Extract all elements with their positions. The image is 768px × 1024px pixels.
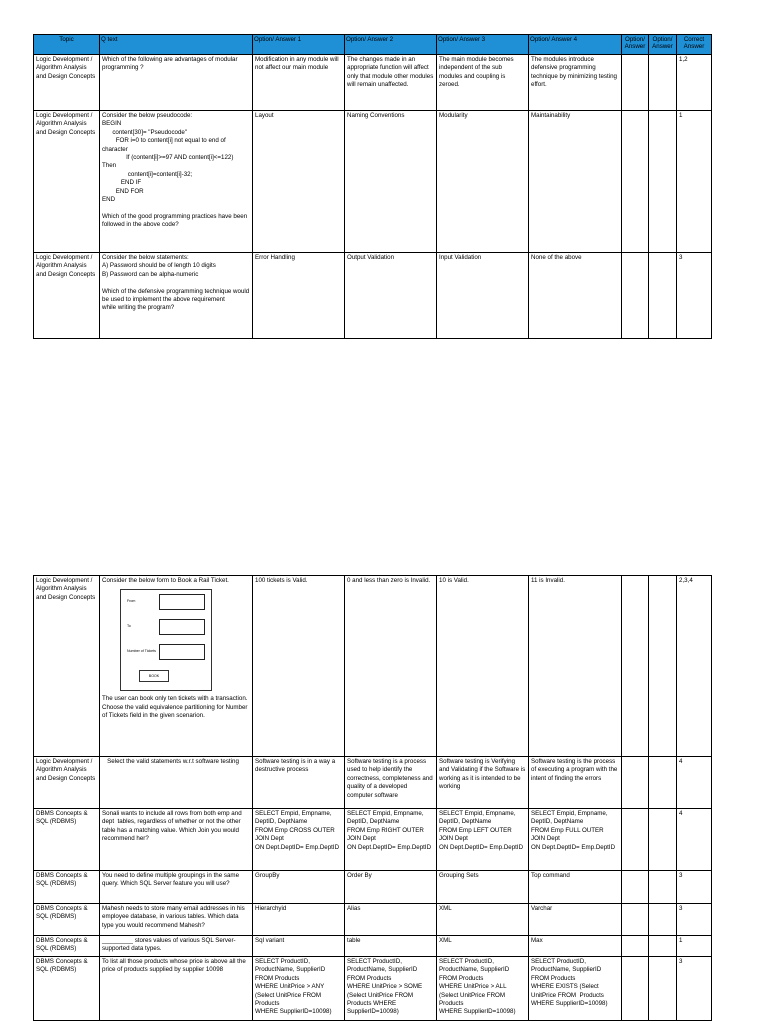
option-1-cell: GroupBy [253,871,345,904]
question-cell: You need to define multiple groupings in the same query. Which SQL Server feature you will use? [100,871,253,904]
option-5-cell [622,871,649,904]
option-6-cell [649,957,677,1021]
table-row [34,957,712,1021]
form-tickets-field [159,644,205,660]
topic-cell: Logic Development / Algorithm Analysis and Design Concepts [34,757,100,809]
option-4-cell: The modules introduce defensive programming technique by minimizing testing effort. [529,55,622,111]
option-3-cell: Grouping Sets [437,871,529,904]
option-3-cell: SELECT ProductID, ProductName, SupplierID FROM Products WHERE UnitPrice > ALL (Select UnitPrice FROM Products WHERE SupplierID=10098) [437,957,529,1021]
option-4-cell: Top command [529,871,622,904]
form-to-field [159,619,205,635]
header-correct-answer: Correct Answer [677,35,712,55]
table-row [34,55,712,111]
question-table-bottom [33,575,712,1021]
question-cell: Which of the following are advantages of modular programming ? [100,55,253,111]
option-4-cell: SELECT Empid, Empname, DeptID, DeptName FROM Emp FULL OUTER JOIN Dept ON Dept.DeptID= Emp.DeptID [529,809,622,871]
option-4-cell: 11 is Invalid. [529,576,622,757]
question-cell: To list all those products whose price is above all the price of products supplied by supplier 10098 [100,957,253,1021]
option-1-cell: Sql variant [253,936,345,957]
option-5-cell [622,55,649,111]
topic-cell: Logic Development / Algorithm Analysis and Design Concepts [34,576,100,757]
option-2-cell: Software testing is a process used to help identify the correctness, completeness and quality of a developed computer software [345,757,437,809]
question-intro: Consider the below form to Book a Rail Ticket. [102,577,229,584]
option-3-cell: Software testing is Verifying and Validating if the Software is working as it is intended to be working [437,757,529,809]
topic-cell: Logic Development / Algorithm Analysis and Design Concepts [34,111,100,253]
option-4-cell: SELECT ProductID, ProductName, SupplierID FROM Products WHERE EXISTS (Select UnitPrice FROM Products WHERE SupplierID=10098) [529,957,622,1021]
header-row [34,35,712,55]
question-table-top [33,34,712,339]
option-3-cell: Input Validation [437,253,529,339]
option-1-cell: SELECT ProductID, ProductName, SupplierID FROM Products WHERE UnitPrice > ANY (Select UnitPrice FROM Products WHERE SupplierID=10098) [253,957,345,1021]
topic-cell: DBMS Concepts & SQL (RDBMS) [34,809,100,871]
option-6-cell [649,55,677,111]
correct-answer-cell: 3 [677,871,712,904]
header-option-4: Option/ Answer 4 [529,35,622,55]
option-4-cell: Varchar [529,904,622,936]
option-5-cell [622,809,649,871]
option-4-cell: Software testing is the process of executing a program with the intent of finding the errors [529,757,622,809]
option-3-cell: XML [437,936,529,957]
option-5-cell [622,936,649,957]
form-tickets-label: Number of Tickets [127,649,156,654]
table-row [34,871,712,904]
option-5-cell [622,111,649,253]
form-from-field [159,594,205,610]
correct-answer-cell: 3 [677,904,712,936]
question-cell: _________ stores values of various SQL Server-supported data types. [100,936,253,957]
option-3-cell: SELECT Empid, Empname, DeptID, DeptName FROM Emp LEFT OUTER JOIN Dept ON Dept.DeptID= Emp.DeptID [437,809,529,871]
form-book-button: BOOK [139,670,169,682]
header-option-6: Option/ Answer [649,35,677,55]
option-1-cell: 100 tickets is Valid. [253,576,345,757]
option-2-cell: 0 and less than zero is Invalid. [345,576,437,757]
header-q-text: Q text [100,35,253,55]
option-6-cell [649,576,677,757]
option-4-cell: None of the above [529,253,622,339]
option-1-cell: Layout [253,111,345,253]
table-row [34,936,712,957]
correct-answer-cell: 1,2 [677,55,712,111]
correct-answer-cell: 1 [677,936,712,957]
option-1-cell: SELECT Empid, Empname, DeptID, DeptName FROM Emp CROSS OUTER JOIN Dept ON Dept.DeptID= Emp.DeptID [253,809,345,871]
option-1-cell: Error Handling [253,253,345,339]
option-6-cell [649,936,677,957]
correct-answer-cell: 1 [677,111,712,253]
form-to-label: To [127,624,131,629]
option-1-cell: Modification in any module will not affect our main module [253,55,345,111]
option-3-cell: 10 is Valid. [437,576,529,757]
header-option-5: Option/ Answer [622,35,649,55]
table-row [34,757,712,809]
option-2-cell: SELECT ProductID, ProductName, SupplierID FROM Products WHERE UnitPrice > SOME (Select UnitPrice FROM Products WHERE SupplierID=10098) [345,957,437,1021]
option-5-cell [622,904,649,936]
table-row [34,111,712,253]
question-cell: Select the valid statements w.r.t software testing [100,757,253,809]
table-row [34,576,712,757]
option-2-cell: The changes made in an appropriate function will affect only that module other modules will remain unaffected. [345,55,437,111]
option-2-cell: SELECT Empid, Empname, DeptID, DeptName FROM Emp RIGHT OUTER JOIN Dept ON Dept.DeptID= Emp.DeptID [345,809,437,871]
option-3-cell: The main module becomes independent of the sub modules and coupling is zeroed. [437,55,529,111]
option-6-cell [649,757,677,809]
option-3-cell: XML [437,904,529,936]
header-option-2: Option/ Answer 2 [345,35,437,55]
option-6-cell [649,809,677,871]
question-body: The user can book only ten tickets with a transaction. Choose the valid equivalence partitioning for Number of Tickets field in the given scenarion. [102,695,248,720]
topic-cell: DBMS Concepts & SQL (RDBMS) [34,936,100,957]
option-2-cell: Output Validation [345,253,437,339]
header-topic: Topic [34,35,100,55]
topic-cell: DBMS Concepts & SQL (RDBMS) [34,871,100,904]
table-row [34,253,712,339]
header-option-1: Option/ Answer 1 [253,35,345,55]
question-cell: Consider the below statements: A) Password should be of length 10 digits B) Password can be alpha-numeric Which of the defensive programming technique would be used to implement the above requirement while writing the program? [100,253,253,339]
header-option-3: Option/ Answer 3 [437,35,529,55]
topic-cell: DBMS Concepts & SQL (RDBMS) [34,904,100,936]
option-1-cell: Hierarchyid [253,904,345,936]
option-5-cell [622,253,649,339]
option-2-cell: Naming Conventions [345,111,437,253]
correct-answer-cell: 4 [677,809,712,871]
correct-answer-cell: 3 [677,253,712,339]
question-cell: Sonali wants to include all rows from both emp and dept tables, regardless of whether or not the other table has a matching value. Which Join you would recommend her? [100,809,253,871]
option-1-cell: Software testing is in a way a destructive process [253,757,345,809]
option-6-cell [649,111,677,253]
correct-answer-cell: 3 [677,957,712,1021]
option-5-cell [622,576,649,757]
option-2-cell: Alias [345,904,437,936]
topic-cell: DBMS Concepts & SQL (RDBMS) [34,957,100,1021]
question-cell: Mahesh needs to store many email addresses in his employee database, in various tables. Which data type you would recommend Mahesh? [100,904,253,936]
topic-cell: Logic Development / Algorithm Analysis and Design Concepts [34,253,100,339]
option-6-cell [649,871,677,904]
option-4-cell: Maintainability [529,111,622,253]
option-6-cell [649,253,677,339]
option-5-cell [622,957,649,1021]
correct-answer-cell: 2,3,4 [677,576,712,757]
option-2-cell: Order By [345,871,437,904]
topic-cell: Logic Development / Algorithm Analysis and Design Concepts [34,55,100,111]
correct-answer-cell: 4 [677,757,712,809]
rail-ticket-form-figure [120,589,212,691]
option-5-cell [622,757,649,809]
table-row [34,809,712,871]
form-from-label: From [127,599,136,604]
option-3-cell: Modularity [437,111,529,253]
option-6-cell [649,904,677,936]
option-4-cell: Max [529,936,622,957]
option-2-cell: table [345,936,437,957]
question-cell: Consider the below pseudocode: BEGIN content[30]= "Pseudocode" FOR i=0 to content[i] not equal to end of character If (content[i]>=97 AND content[i]<=122) Then content[i]=content[i]-32; END IF END FOR END Which of the good programming practices have been followed in the above code? [100,111,253,253]
table-row [34,904,712,936]
question-cell [100,576,253,757]
